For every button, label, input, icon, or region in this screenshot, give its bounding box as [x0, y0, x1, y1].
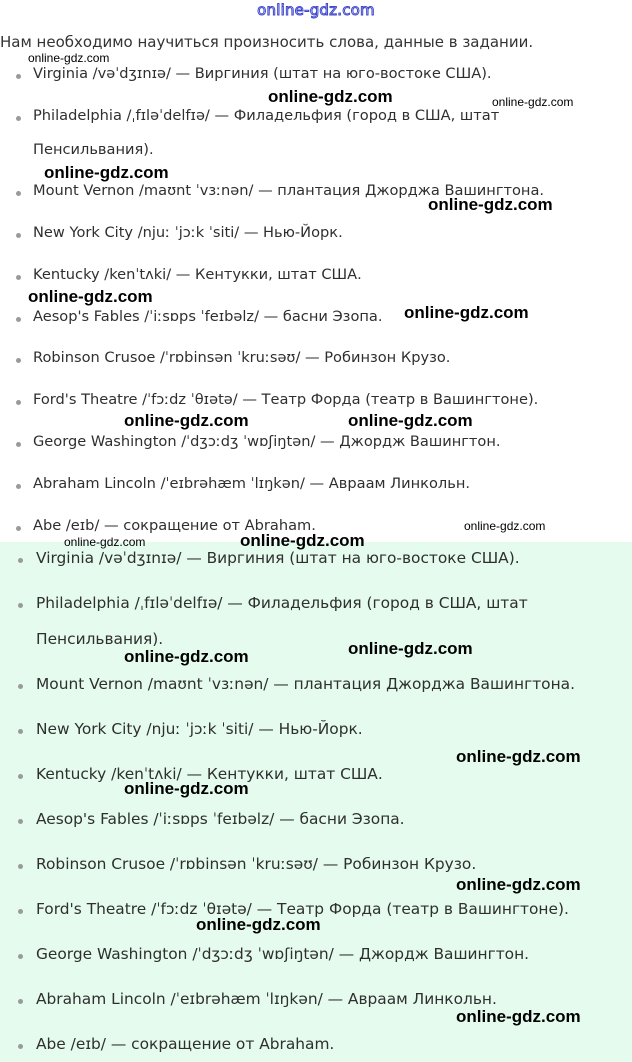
- watermark: online-gdz.com: [28, 287, 153, 306]
- bullet-icon: [18, 864, 23, 869]
- watermark: online-gdz.com: [492, 95, 574, 109]
- watermark: online-gdz.com: [456, 747, 581, 766]
- bullet-icon: [16, 484, 21, 489]
- bullet-icon: [18, 729, 23, 734]
- watermark: online-gdz.com: [124, 647, 249, 666]
- site-link[interactable]: online-gdz.com: [257, 1, 375, 19]
- watermark: online-gdz.com: [348, 639, 473, 658]
- watermark: online-gdz.com: [456, 1007, 581, 1026]
- bullet-icon: [18, 1044, 23, 1049]
- bullet-icon: [16, 400, 21, 405]
- bullet-icon: [16, 191, 21, 196]
- watermark: online-gdz.com: [196, 915, 321, 934]
- watermark: online-gdz.com: [64, 535, 146, 549]
- watermark: online-gdz.com: [28, 51, 110, 65]
- bullet-icon: [18, 819, 23, 824]
- highlighted-panel: Virginia /vəˈdʒɪnɪə/ — Виргиния (штат на юго-востоке США). Philadelphia /ˌfɪləˈdelfɪə/ — Филадельфия (город в США, штат Пенсильвания). Mount Vernon /maʊnt ˈvɜːnən/ — плантация Джорджа Вашингтона. New York City /njuː ˈjɔːk ˈsiti/ — Нью-Йорк. Kentucky /kenˈtʌki/ — Кентукки, штат США. Aesop's Fables /ˈiːsɒps ˈfeɪbəlz/ — басни Эзопа. Robinson Crusoe /ˈrɒbinsən ˈkruːsəʊ/ — Робинзон Крузо. Ford's Theatre /ˈfɔːdz ˈθɪətə/ — Театр Форда (театр в Вашингтоне). George Washington /ˈdʒɔːdʒ ˈwɒʃiŋtən/ — Джордж Вашингтон. Abraham Lincoln /ˈeɪbrəhæm ˈlɪŋkən/ — Авраам Линкольн. Abe /eɪb/ — сокращение от Abraham.: [0, 542, 632, 1062]
- bullet-icon: [16, 233, 21, 238]
- bullet-icon: [16, 526, 21, 531]
- watermark: online-gdz.com: [268, 87, 393, 106]
- watermark: online-gdz.com: [124, 411, 249, 430]
- bullet-icon: [16, 442, 21, 447]
- bullet-icon: [18, 558, 23, 563]
- bullet-icon: [16, 317, 21, 322]
- bullet-icon: [16, 358, 21, 363]
- watermark: online-gdz.com: [428, 195, 553, 214]
- bullet-icon: [18, 954, 23, 959]
- bullet-icon: [16, 74, 21, 79]
- watermark: online-gdz.com: [456, 875, 581, 894]
- bullet-icon: [18, 603, 23, 608]
- site-header: [0, 0, 632, 24]
- bullet-icon: [18, 684, 23, 689]
- watermark: online-gdz.com: [464, 519, 546, 533]
- bullet-icon: [18, 999, 23, 1004]
- bullet-icon: [16, 116, 21, 121]
- watermark: online-gdz.com: [348, 411, 473, 430]
- bullet-icon: [18, 774, 23, 779]
- bullet-icon: [16, 275, 21, 280]
- watermark: online-gdz.com: [44, 163, 169, 182]
- watermark: online-gdz.com: [240, 531, 365, 550]
- bullet-icon: [18, 909, 23, 914]
- intro-text: Нам необходимо научиться произносить слова, данные в задании.: [0, 33, 534, 51]
- watermark: online-gdz.com: [124, 779, 249, 798]
- watermark: online-gdz.com: [404, 303, 529, 322]
